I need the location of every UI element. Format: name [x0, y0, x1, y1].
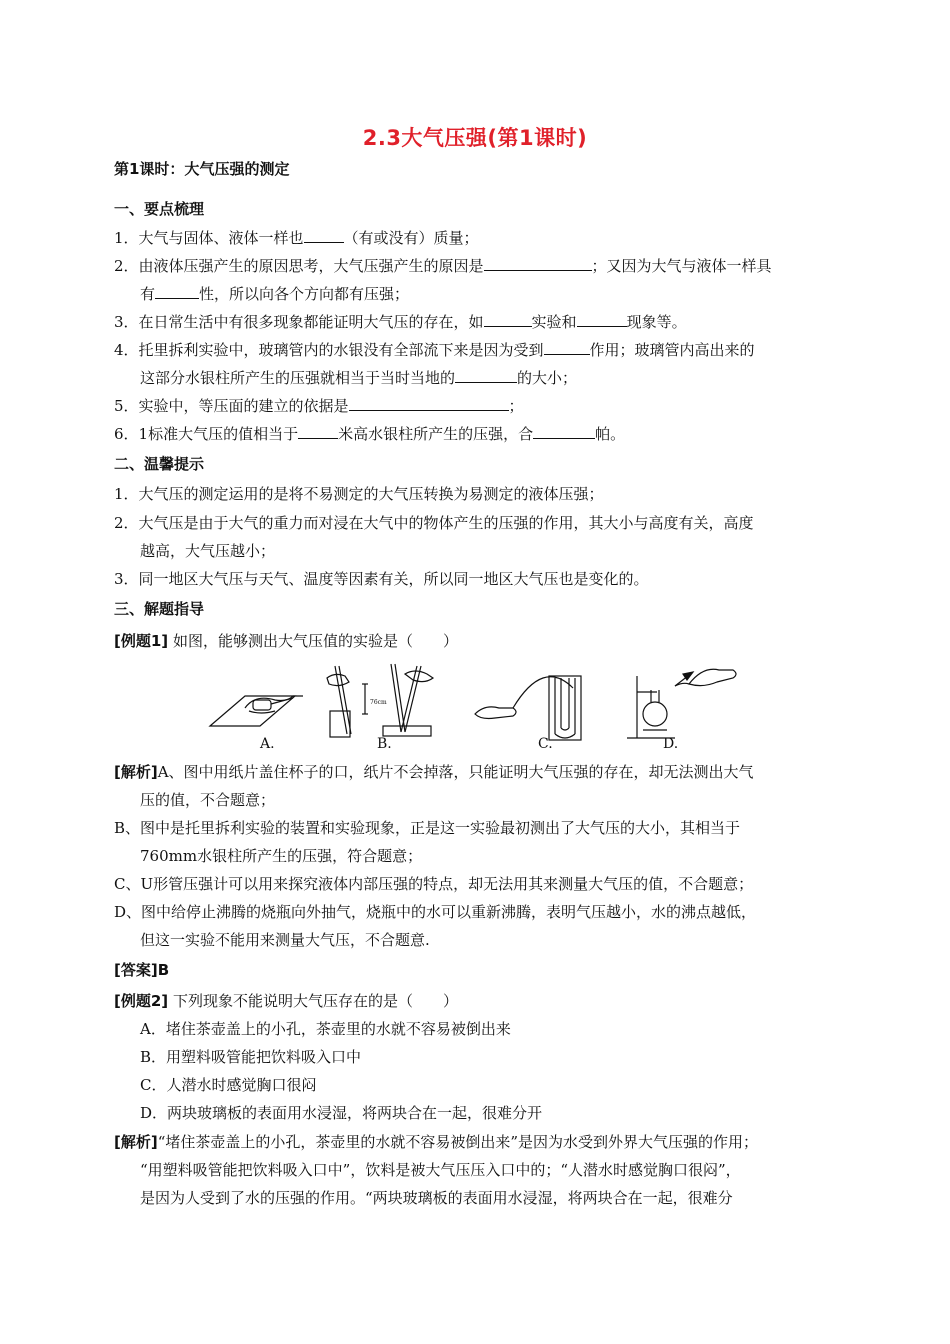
- figure-label-c: C.: [538, 736, 553, 752]
- example-2-option-d: D．两块玻璃板的表面用水浸湿，将两块合在一起，很难分开: [140, 1104, 543, 1122]
- point-5: [114, 395, 524, 416]
- blank: [577, 312, 627, 327]
- point-6: [114, 423, 625, 444]
- example-1-analysis-a: [114, 761, 754, 782]
- point-1-text: 1．大气与固体、液体一样也: [114, 229, 304, 247]
- point-2-text: 2．由液体压强产生的原因思考，大气压强产生的原因是: [114, 257, 484, 275]
- blank: [544, 340, 590, 355]
- example-2-analysis-cont-1: “用塑料吸管能把饮料吸入口中”，饮料是被大气压压入口中的；“人潜水时感觉胸口很闷”，: [140, 1161, 741, 1179]
- blank: [484, 256, 592, 271]
- point-6-text: 6．1标准大气压的值相当于: [114, 425, 299, 443]
- figure-label-d: D.: [663, 736, 679, 752]
- point-4-cont-end: 的大小；: [517, 369, 578, 387]
- blank: [349, 396, 509, 411]
- point-2-cont-text: 有: [140, 285, 156, 303]
- example-1-answer: [答案]B: [114, 961, 170, 979]
- section-heading-key-points: 一、要点梳理: [114, 200, 205, 218]
- point-4: [114, 339, 755, 360]
- example-2-question: [114, 990, 458, 1011]
- figure-a-drawing: [210, 696, 303, 726]
- analysis-tag: [解析]: [114, 1133, 158, 1151]
- blank: [298, 424, 338, 439]
- point-5-text: 5．实验中，等压面的建立的依据是: [114, 397, 349, 415]
- point-4-text: 4．托里拆利实验中，玻璃管内的水银没有全部流下来是因为受到: [114, 341, 544, 359]
- point-3-text: 3．在日常生活中有很多现象都能证明大气压的存在，如: [114, 313, 484, 331]
- tip-2-cont: 越高，大气压越小；: [140, 542, 276, 560]
- page-title: 2.3大气压强(第1课时): [362, 126, 588, 150]
- figure-b-drawing: [327, 664, 433, 737]
- example-2-text: 下列现象不能说明大气压存在的是（ ）: [172, 992, 458, 1010]
- point-6-mid: 米高水银柱所产生的压强，合: [338, 425, 534, 443]
- point-2: [114, 255, 772, 276]
- example-1-tag: [例题1]: [114, 632, 169, 650]
- example-2-option-b: B．用塑料吸管能把饮料吸入口中: [140, 1048, 362, 1066]
- figure-label-a: A.: [260, 736, 275, 752]
- point-3-end: 现象等。: [626, 313, 687, 331]
- example-1-analysis-c: C、U形管压强计可以用来探究液体内部压强的特点，却无法用其来测量大气压的值，不合题意；: [114, 875, 754, 893]
- example-1-analysis-b: B、图中是托里拆利实验的装置和实验现象，正是这一实验最初测出了大气压的大小，其相当于: [114, 819, 741, 837]
- example-1-analysis-d: D、图中给停止沸腾的烧瓶向外抽气，烧瓶中的水可以重新沸腾，表明气压越小，水的沸点越低，: [114, 903, 757, 921]
- example-1-analysis-d-cont: 但这一实验不能用来测量大气压，不合题意.: [140, 931, 430, 949]
- example-2-option-c: C．人潜水时感觉胸口很闷: [140, 1076, 317, 1094]
- figure-d-drawing: [627, 669, 736, 738]
- point-1-text-end: （有或没有）质量；: [343, 229, 479, 247]
- tip-1: 1．大气压的测定运用的是将不易测定的大气压转换为易测定的液体压强；: [114, 485, 604, 503]
- blank: [155, 284, 199, 299]
- figure-c-drawing: [475, 676, 581, 740]
- analysis-a-text: A、图中用纸片盖住杯子的口，纸片不会掉落，只能证明大气压强的存在，却无法测出大气: [157, 763, 754, 781]
- tip-2: 2．大气压是由于大气的重力而对浸在大气中的物体产生的压强的作用，其大小与高度有关，高度: [114, 514, 754, 532]
- point-4-cont-text: 这部分水银柱所产生的压强就相当于当时当地的: [140, 369, 456, 387]
- example-2-analysis-cont-2: 是因为人受到了水的压强的作用。“两块玻璃板的表面用水浸湿，将两块合在一起，很难分: [140, 1189, 733, 1207]
- example-1-analysis-b-cont: 760mm水银柱所产生的压强，符合题意；: [140, 847, 423, 865]
- section-heading-tips: 二、温馨提示: [114, 455, 205, 473]
- example-1-question: [114, 630, 458, 651]
- tip-3: 3．同一地区大气压与天气、温度等因素有关，所以同一地区大气压也是变化的。: [114, 570, 649, 588]
- point-2-cont-end: 性，所以向各个方向都有压强；: [199, 285, 410, 303]
- lesson-subtitle: 第1课时：大气压强的测定: [114, 160, 290, 178]
- point-1: [114, 227, 479, 248]
- example-1-analysis-a-cont: 压的值，不合题意；: [140, 791, 276, 809]
- figure-label-b: B.: [377, 736, 392, 752]
- example-2-analysis: [114, 1131, 758, 1152]
- point-5-end: ；: [508, 397, 524, 415]
- analysis-tag: [解析]: [114, 763, 158, 781]
- point-4-end: 作用；玻璃管内高出来的: [589, 341, 755, 359]
- point-2-text-end: ；又因为大气与液体一样具: [591, 257, 772, 275]
- example-2-tag: [例题2]: [114, 992, 169, 1010]
- point-6-end: 帕。: [595, 425, 626, 443]
- blank: [484, 312, 532, 327]
- point-2-cont: [140, 283, 409, 304]
- example-1-text: 如图，能够测出大气压值的实验是（ ）: [172, 632, 458, 650]
- point-3-mid: 实验和: [531, 313, 577, 331]
- example-2-option-a: A．堵住茶壶盖上的小孔，茶壶里的水就不容易被倒出来: [140, 1020, 511, 1038]
- section-heading-guidance: 三、解题指导: [114, 600, 205, 618]
- blank: [304, 228, 344, 243]
- example-2-analysis-text: “堵住茶壶盖上的小孔，茶壶里的水就不容易被倒出来”是因为水受到外界大气压强的作用；: [157, 1133, 759, 1151]
- svg-text:76cm: 76cm: [370, 699, 387, 706]
- blank: [533, 424, 595, 439]
- experiment-figure: [205, 656, 750, 754]
- point-3: [114, 311, 687, 332]
- point-4-cont: [140, 367, 577, 388]
- blank: [455, 368, 517, 383]
